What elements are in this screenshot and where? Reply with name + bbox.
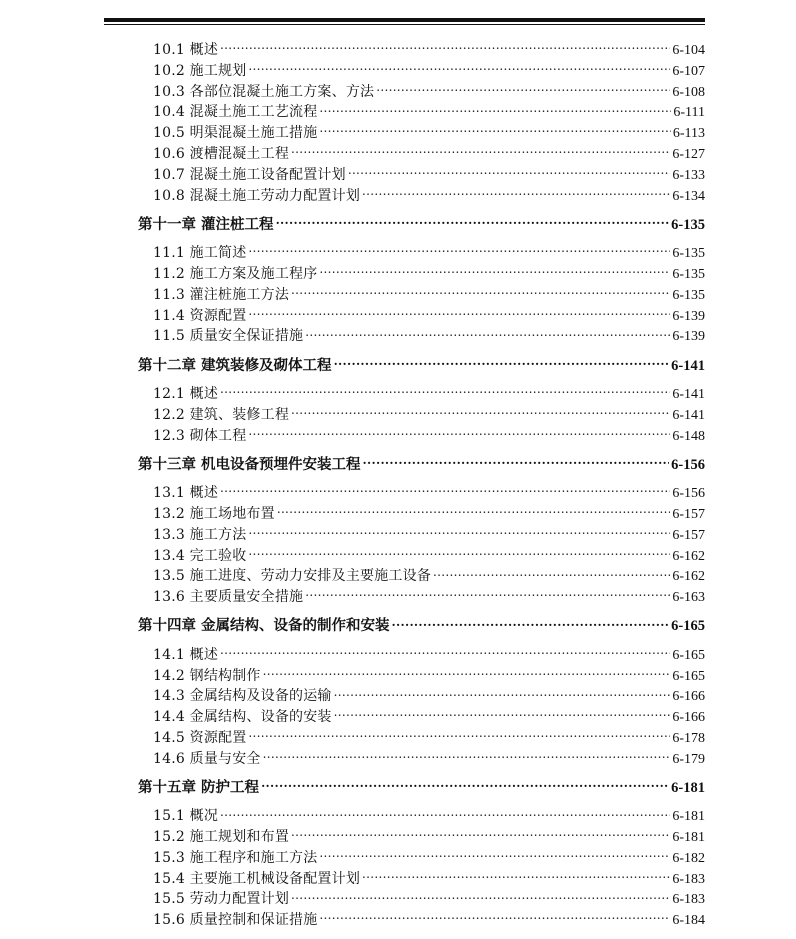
toc-page-number: 6-165 (672, 668, 705, 684)
toc-page-number: 6-182 (672, 850, 705, 866)
dot-leader (319, 264, 670, 278)
toc-section-entry[interactable] (104, 384, 705, 405)
toc-section-entry[interactable] (104, 707, 705, 728)
dot-leader (220, 40, 670, 54)
toc-entry-title: 10.8 混凝土施工劳动力配置计划 (153, 187, 361, 204)
dot-leader (276, 214, 670, 229)
dot-leader (248, 243, 670, 257)
toc-entry-title: 14.6 质量与安全 (153, 750, 261, 767)
toc-entry-title: 15.5 劳动力配置计划 (153, 891, 290, 908)
dot-leader (220, 806, 670, 820)
toc-entry-title: 13.1 概述 (153, 485, 219, 502)
header-rule-thin (104, 24, 705, 25)
toc-entry-title: 13.3 施工方法 (153, 526, 247, 543)
toc-section-entry[interactable] (104, 645, 705, 666)
toc-entry-title: 10.3 各部位混凝土施工方案、方法 (153, 83, 375, 100)
toc-entry-title: 13.2 施工场地布置 (153, 505, 275, 522)
toc-section-entry[interactable] (104, 566, 705, 587)
toc-entry-title: 第十四章 金属结构、设备的制作和安装 (138, 617, 390, 635)
toc-chapter-entry[interactable] (104, 214, 705, 235)
toc-entry-title: 11.4 资源配置 (153, 307, 247, 324)
dot-leader (392, 616, 670, 631)
toc-page-number: 6-135 (672, 266, 705, 282)
toc-entry-title: 10.5 明渠混凝土施工措施 (153, 125, 318, 142)
toc-entry-title: 12.2 建筑、装修工程 (153, 406, 290, 423)
table-of-contents (104, 40, 705, 931)
toc-entry-title: 11.2 施工方案及施工程序 (153, 265, 318, 282)
toc-entry-title: 15.4 主要施工机械设备配置计划 (153, 870, 361, 887)
toc-entry-title: 15.6 质量控制和保证措施 (153, 912, 318, 929)
toc-entry-title: 14.2 钢结构制作 (153, 667, 261, 684)
toc-section-entry[interactable] (104, 910, 705, 931)
dot-leader (291, 405, 670, 419)
toc-section-entry[interactable] (104, 264, 705, 285)
toc-page-number: 6-111 (673, 105, 705, 121)
toc-section-entry[interactable] (104, 587, 705, 608)
toc-entry-title: 10.1 概述 (153, 42, 219, 58)
toc-entry-title: 10.6 渡槽混凝土工程 (153, 145, 290, 162)
dot-leader (334, 686, 671, 700)
dot-leader (334, 707, 671, 721)
toc-section-entry[interactable] (104, 869, 705, 890)
toc-entry-title: 第十五章 防护工程 (138, 779, 260, 796)
toc-section-entry[interactable] (104, 405, 705, 426)
dot-leader (433, 566, 670, 580)
dot-leader (248, 61, 670, 75)
toc-section-entry[interactable] (104, 426, 705, 447)
toc-entry-title: 11.5 质量安全保证措施 (153, 328, 304, 345)
toc-entry-title: 13.5 施工进度、劳动力安排及主要施工设备 (153, 568, 432, 585)
toc-section-entry[interactable] (104, 666, 705, 687)
toc-section-entry[interactable] (104, 546, 705, 567)
toc-page-number: 6-181 (672, 830, 705, 846)
dot-leader (248, 546, 670, 560)
toc-section-entry[interactable] (104, 326, 705, 347)
dot-leader (248, 728, 670, 742)
toc-entry-title: 11.3 灌注桩施工方法 (153, 286, 290, 303)
toc-page-number: 6-166 (672, 689, 705, 705)
toc-page-number: 6-133 (672, 167, 705, 183)
toc-section-entry[interactable] (104, 827, 705, 848)
dot-leader (291, 827, 670, 841)
toc-section-entry[interactable] (104, 686, 705, 707)
toc-page-number: 6-113 (672, 126, 705, 142)
toc-entry-title: 12.1 概述 (153, 385, 219, 402)
toc-entry-title: 14.4 金属结构、设备的安装 (153, 709, 332, 726)
dot-leader (376, 82, 670, 96)
dot-leader (291, 889, 670, 903)
toc-entry-title: 12.3 砌体工程 (153, 427, 247, 444)
toc-page-number: 6-163 (672, 590, 705, 606)
toc-page-number: 6-183 (672, 892, 705, 908)
toc-page-number: 6-139 (672, 329, 705, 345)
toc-page-number: 6-141 (672, 407, 705, 423)
toc-page-number: 6-184 (672, 913, 705, 929)
toc-page-number: 6-107 (672, 63, 705, 79)
toc-section-entry[interactable] (104, 749, 705, 770)
toc-entry-title: 10.7 混凝土施工设备配置计划 (153, 166, 346, 183)
toc-section-entry[interactable] (104, 285, 705, 306)
toc-section-entry[interactable] (104, 483, 705, 504)
toc-page-number: 6-165 (672, 647, 705, 663)
toc-section-entry[interactable] (104, 186, 705, 207)
toc-section-entry[interactable] (104, 889, 705, 910)
toc-section-entry[interactable] (104, 525, 705, 546)
toc-entry-title: 第十三章 机电设备预埋件安装工程 (138, 455, 361, 473)
toc-section-entry[interactable] (104, 243, 705, 264)
dot-leader (319, 910, 670, 924)
toc-page-number: 6-178 (672, 730, 705, 746)
toc-page-number: 6-127 (672, 146, 705, 162)
dot-leader (261, 778, 669, 793)
dot-leader (277, 504, 671, 518)
toc-page-number: 6-141 (671, 357, 705, 374)
toc-section-entry[interactable] (104, 40, 705, 61)
toc-page-number: 6-156 (671, 456, 705, 473)
dot-leader (291, 144, 670, 158)
toc-page-number: 6-162 (672, 548, 705, 564)
toc-entry-title: 15.3 施工程序和施工方法 (153, 849, 318, 866)
dot-leader (248, 525, 670, 539)
dot-leader (220, 645, 670, 659)
toc-entry-title: 13.6 主要质量安全措施 (153, 589, 304, 606)
toc-page-number: 6-148 (672, 428, 705, 444)
toc-entry-title: 14.5 资源配置 (153, 729, 247, 746)
toc-section-entry[interactable] (104, 728, 705, 749)
dot-leader (319, 123, 670, 137)
toc-page-number: 6-135 (671, 216, 705, 233)
toc-page-number: 6-108 (672, 84, 705, 100)
toc-entry-title: 11.1 施工简述 (153, 245, 247, 262)
dot-leader (348, 165, 671, 179)
toc-chapter-entry[interactable] (104, 778, 705, 799)
dot-leader (363, 454, 670, 469)
toc-section-entry[interactable] (104, 504, 705, 525)
toc-section-entry[interactable] (104, 82, 705, 103)
dot-leader (305, 587, 670, 601)
dot-leader (291, 285, 670, 299)
toc-entry-title: 14.3 金属结构及设备的运输 (153, 688, 332, 705)
toc-page-number: 6-104 (672, 43, 705, 58)
toc-section-entry[interactable] (104, 165, 705, 186)
toc-page-number: 6-181 (672, 809, 705, 825)
toc-page-number: 6-179 (672, 751, 705, 767)
toc-section-entry[interactable] (104, 123, 705, 144)
dot-leader (362, 186, 670, 200)
toc-section-entry[interactable] (104, 144, 705, 165)
toc-page-number: 6-135 (672, 287, 705, 303)
toc-section-entry[interactable] (104, 102, 705, 123)
header-rule (104, 18, 705, 22)
toc-entry-title: 10.2 施工规划 (153, 62, 247, 79)
toc-entry-title: 15.2 施工规划和布置 (153, 829, 290, 846)
toc-chapter-entry[interactable] (104, 616, 705, 637)
toc-section-entry[interactable] (104, 61, 705, 82)
toc-page-number: 6-157 (672, 527, 705, 543)
toc-page-number: 6-165 (671, 618, 705, 635)
toc-page-number: 6-139 (672, 308, 705, 324)
dot-leader (362, 869, 670, 883)
dot-leader (263, 749, 671, 763)
toc-entry-title: 14.1 概述 (153, 646, 219, 663)
toc-page-number: 6-134 (672, 188, 705, 204)
toc-page-number: 6-156 (672, 486, 705, 502)
toc-entry-title: 15.1 概况 (153, 808, 219, 825)
toc-page-number: 6-166 (672, 710, 705, 726)
toc-entry-title: 第十二章 建筑装修及砌体工程 (138, 356, 332, 374)
toc-chapter-entry[interactable] (104, 355, 705, 376)
dot-leader (220, 384, 670, 398)
toc-page-number: 6-183 (672, 871, 705, 887)
toc-page-number: 6-181 (671, 780, 705, 796)
toc-entry-title: 第十一章 灌注桩工程 (138, 215, 274, 233)
dot-leader (305, 326, 670, 340)
toc-section-entry[interactable] (104, 306, 705, 327)
dot-leader (248, 426, 670, 440)
toc-page-number: 6-135 (672, 246, 705, 262)
dot-leader (319, 848, 670, 862)
dot-leader (248, 306, 670, 320)
dot-leader (220, 483, 670, 497)
toc-section-entry[interactable] (104, 848, 705, 869)
dot-leader (319, 102, 671, 116)
toc-page-number: 6-162 (672, 569, 705, 585)
toc-entry-title: 13.4 完工验收 (153, 547, 247, 564)
toc-page-number: 6-141 (672, 386, 705, 402)
dot-leader (334, 355, 670, 370)
dot-leader (263, 666, 671, 680)
toc-page-number: 6-157 (672, 506, 705, 522)
toc-entry-title: 10.4 混凝土施工工艺流程 (153, 104, 318, 121)
toc-chapter-entry[interactable] (104, 454, 705, 475)
toc-section-entry[interactable] (104, 806, 705, 827)
